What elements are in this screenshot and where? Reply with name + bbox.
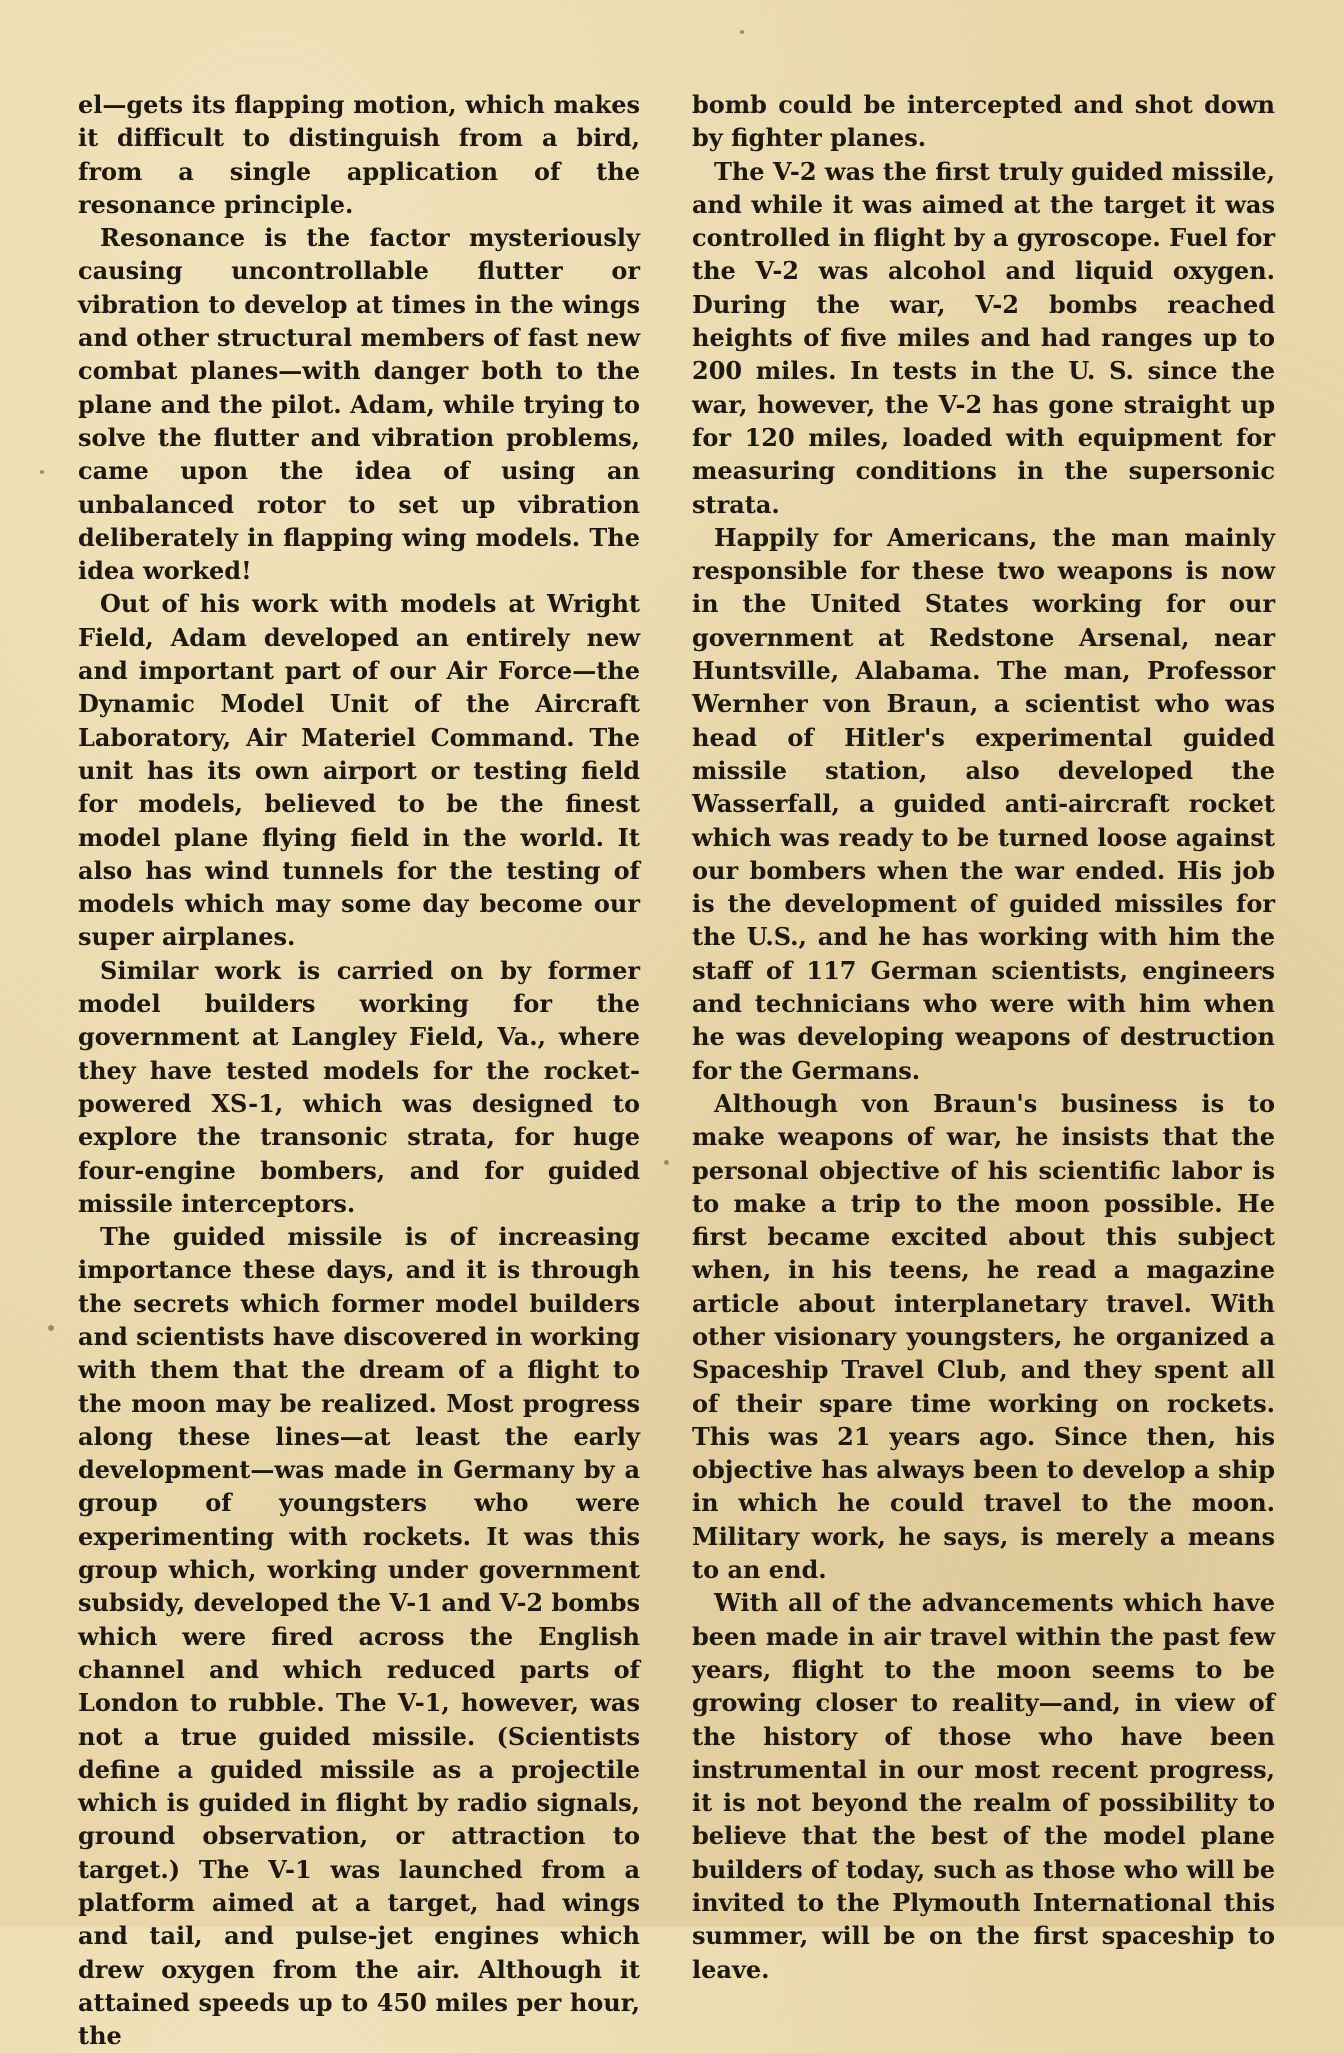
right-paragraph-3: Happily for Americans, the man mainly responsible for these two weapons is now in the United States working for our government at Redstone Arsenal, near Huntsville, Alabama. The man, Professor Wernher von Braun, a scientist who was head of Hitler's experimental guided missile station, also developed the Wasserfall, a guided anti-aircraft rocket which was ready to be turned loose against our bombers when the war ended. His job is the development of guided missiles for the U.S., and he has working with him the staff of 117 German scientists, engineers and technicians who were with him when he was developing weapons of destruction for the Germans. [692,522,1275,1085]
right-paragraph-2: The V-2 was the first truly guided missile, and while it was aimed at the target it was controlled in flight by a gyroscope. Fuel for the V-2 was alcohol and liquid oxygen. During the war, V-2 bombs reached heights of five miles and had ranges up to 200 miles. In tests in the U. S. since the war, however, the V-2 has gone straight up for 120 miles, loaded with equipment for measuring conditions in the supersonic strata. [692,156,1275,519]
left-paragraph-5: The guided missile is of increasing importance these days, and it is through the secrets which former model builders and scientists have discovered in working with them that the dream of a flight to the moon may be realized. Most progress along these lines—at least the early development—was made in Germany by a group of youngsters who were experimenting with rockets. It was this group which, working under government subsidy, developed the V-1 and V-2 bombs which were fired across the English channel and which reduced parts of London to rubble. The V-1, however, was not a true guided missile. (Scientists define a guided missile as a projectile which is guided in flight by radio signals, ground observation, or attraction to target.) The V-1 was launched from a platform aimed at a target, had wings and tail, and pulse-jet engines which drew oxygen from the air. Although it attained speeds up to 450 miles per hour, the [78,1222,640,2051]
right-paragraph-1: bomb could be intercepted and shot down by fighter planes. [692,90,1275,153]
ink-speck [664,1160,669,1165]
right-paragraph-4: Although von Braun's business is to make weapons of war, he insists that the personal objective of his scientific labor is to make a trip to the moon possible. He first became excited about this subject when, in his teens, he read a magazine article about interplanetary travel. With other visionary youngsters, he organized a Spaceship Travel Club, and they spent all of their spare time working on rockets. This was 21 years ago. Since then, his objective has always been to develop a ship in which he could travel to the moon. Military work, he says, is merely a means to an end. [692,1088,1275,1585]
right-paragraph-5: With all of the advancements which have been made in air travel within the past few years, flight to the moon seems to be growing closer to reality—and, in view of the history of those who have been instrumental in our most recent progress, it is not beyond the realm of possibility to believe that the best of the model plane builders of today, such as those who will be invited to the Plymouth International this summer, will be on the first spaceship to leave. [692,1588,1275,1984]
left-column [78,88,640,2053]
left-paragraph-3: Out of his work with models at Wright Field, Adam developed an entirely new and important part of our Air Force—the Dynamic Model Unit of the Aircraft Laboratory, Air Materiel Command. The unit has its own airport or testing field for models, believed to be the finest model plane flying field in the world. It also has wind tunnels for the testing of models which may some day become our super airplanes. [78,589,640,952]
left-paragraph-4: Similar work is carried on by former model builders working for the government at Langley Field, Va., where they have tested models for the rocket-powered XS-1, which was designed to explore the transonic strata, for huge four-engine bombers, and for guided missile interceptors. [78,955,640,1218]
ink-speck [40,470,44,474]
right-column [692,88,1275,1986]
left-paragraph-1: el—gets its flapping motion, which makes it difficult to distinguish from a bird, from a single application of the resonance principle. [78,90,640,219]
ink-speck [48,1325,54,1331]
ink-speck [740,30,744,34]
left-paragraph-2: Resonance is the factor mysteriously causing uncontrollable flutter or vibration to develop at times in the wings and other structural members of fast new combat planes—with danger both to the plane and the pilot. Adam, while trying to solve the flutter and vibration problems, came upon the idea of using an unbalanced rotor to set up vibration deliberately in flapping wing models. The idea worked! [78,223,640,586]
